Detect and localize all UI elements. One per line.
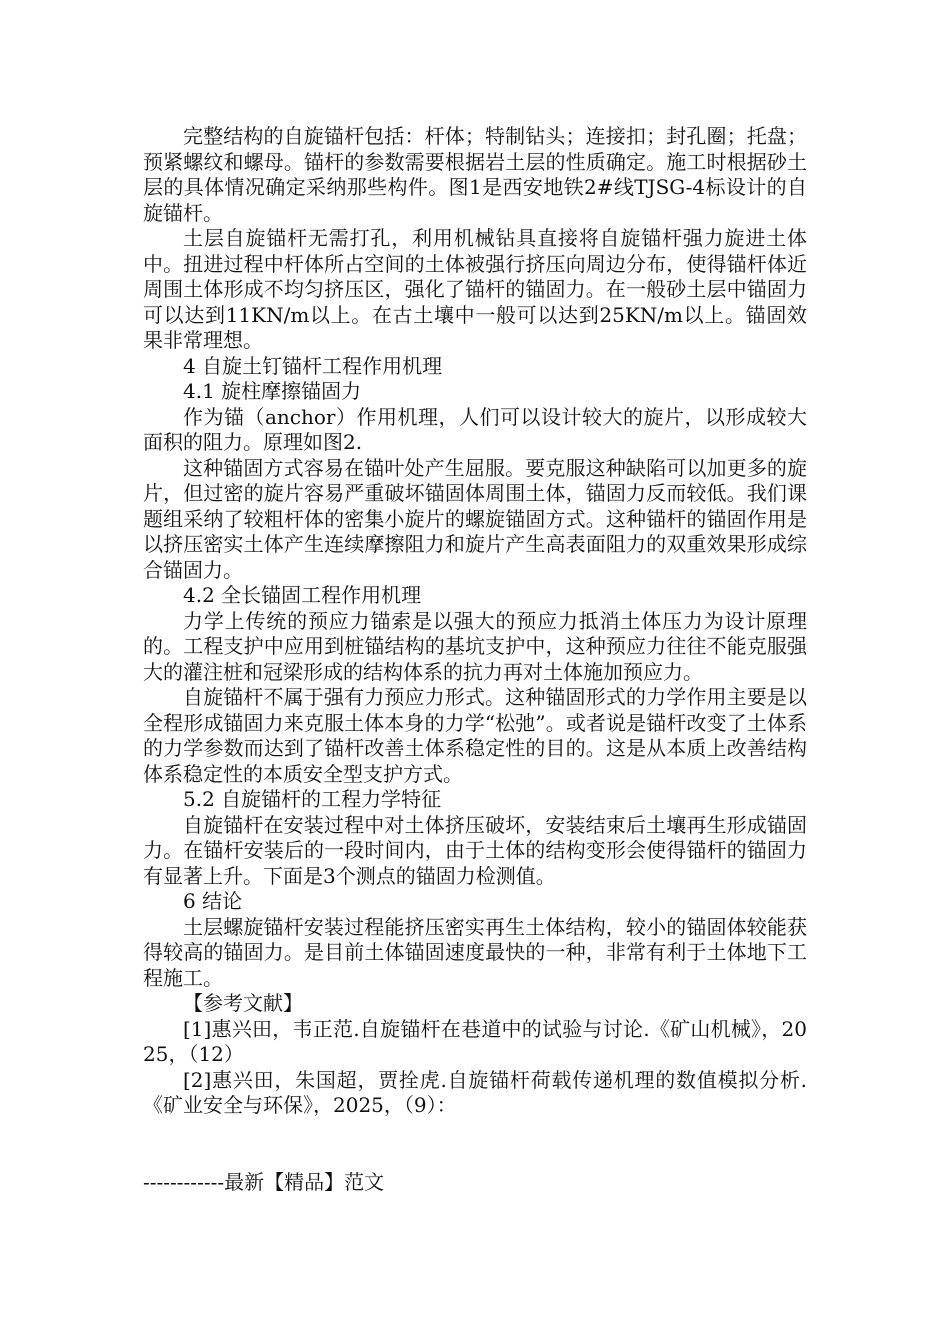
paragraph-yield: 这种锚固方式容易在锚叶处产生屈服。要克服这种缺陷可以加更多的旋片，但过密的旋片容易严重破坏锚固体周围土体，锚固力反而较低。我们课题组采纳了较粗杆体的密集小旋片的螺旋锚固方式。这种锚杆的锚固作用是以挤压密实土体产生连续摩擦阻力和旋片产生高表面阻力的双重效果形成综合锚固力。: [143, 455, 807, 582]
subsection-heading-4-2: 4.2 全长锚固工程作用机理: [183, 583, 422, 607]
subsection-heading-4-1: 4.1 旋柱摩擦锚固力: [183, 379, 362, 403]
paragraph-anchor-structure: 完整结构的自旋锚杆包括：杆体；特制钻头；连接扣；封孔圈；托盘；预紧螺纹和螺母。锚杆的参数需要根据岩土层的性质确定。施工时根据砂土层的具体情况确定采纳那些构件。图1是西安地铁2#线TJSG-4标设计的自旋锚杆。: [143, 124, 807, 225]
reference-2: [2]惠兴田，朱国超，贾拴虎.自旋锚杆荷载传递机理的数值模拟分析.《矿业安全与环保》，2025，（9）：: [143, 1067, 807, 1117]
paragraph-soil-anchor: 土层自旋锚杆无需打孔，利用机械钻具直接将自旋锚杆强力旋进土体中。扭进过程中杆体所占空间的土体被强行挤压向周边分布，使得锚杆体近周围土体形成不均匀挤压区，强化了锚杆的锚固力。在一般砂土层中锚固力可以达到11KN/m以上。在古土壤中一般可以达到25KN/m以上。锚固效果非常理想。: [143, 226, 807, 352]
subsection-heading-5-2: 5.2 自旋锚杆的工程力学特征: [183, 787, 442, 811]
paragraph-mechanics: 自旋锚杆在安装过程中对土体挤压破坏，安装结束后土壤再生形成锚固力。在锚杆安装后的一段时间内，由于土体的结构变形会使得锚杆的锚固力有显著上升。下面是3个测点的锚固力检测值。: [143, 812, 807, 888]
paragraph-non-prestress: 自旋锚杆不属于强有力预应力形式。这种锚固形式的力学作用主要是以全程形成锚固力来克服土体本身的力学“松弛”。或者说是锚杆改变了土体系的力学参数而达到了锚杆改善土体系稳定性的目的。这是从本质上改善结构体系稳定性的本质安全型支护方式。: [143, 685, 807, 786]
section-heading-4: 4 自旋土钉锚杆工程作用机理: [183, 353, 443, 378]
section-heading-6: 6 结论: [183, 889, 243, 913]
document-body: [143, 124, 807, 1119]
reference-1: [1]惠兴田，韦正范.自旋锚杆在巷道中的试验与讨论.《矿山机械》，2025，（12）: [143, 1016, 807, 1066]
paragraph-prestress: 力学上传统的预应力锚索是以强大的预应力抵消土体压力为设计原理的。工程支护中应用到桩锚结构的基坑支护中，这种预应力往往不能克服强大的灌注桩和冠梁形成的结构体系的抗力再对土体施加预应力。: [143, 608, 807, 684]
page-footer: ------------最新【精品】范文: [143, 1170, 385, 1194]
references-heading: 【参考文献】: [183, 991, 303, 1015]
paragraph-anchor-mechanism: 作为锚（anchor）作用机理，人们可以设计较大的旋片，以形成较大面积的阻力。原理如图2.: [143, 404, 807, 454]
paragraph-conclusion: 土层螺旋锚杆安装过程能挤压密实再生土体结构，较小的锚固体较能获得较高的锚固力。是目前土体锚固速度最快的一种，非常有利于土体地下工程施工。: [143, 914, 807, 990]
